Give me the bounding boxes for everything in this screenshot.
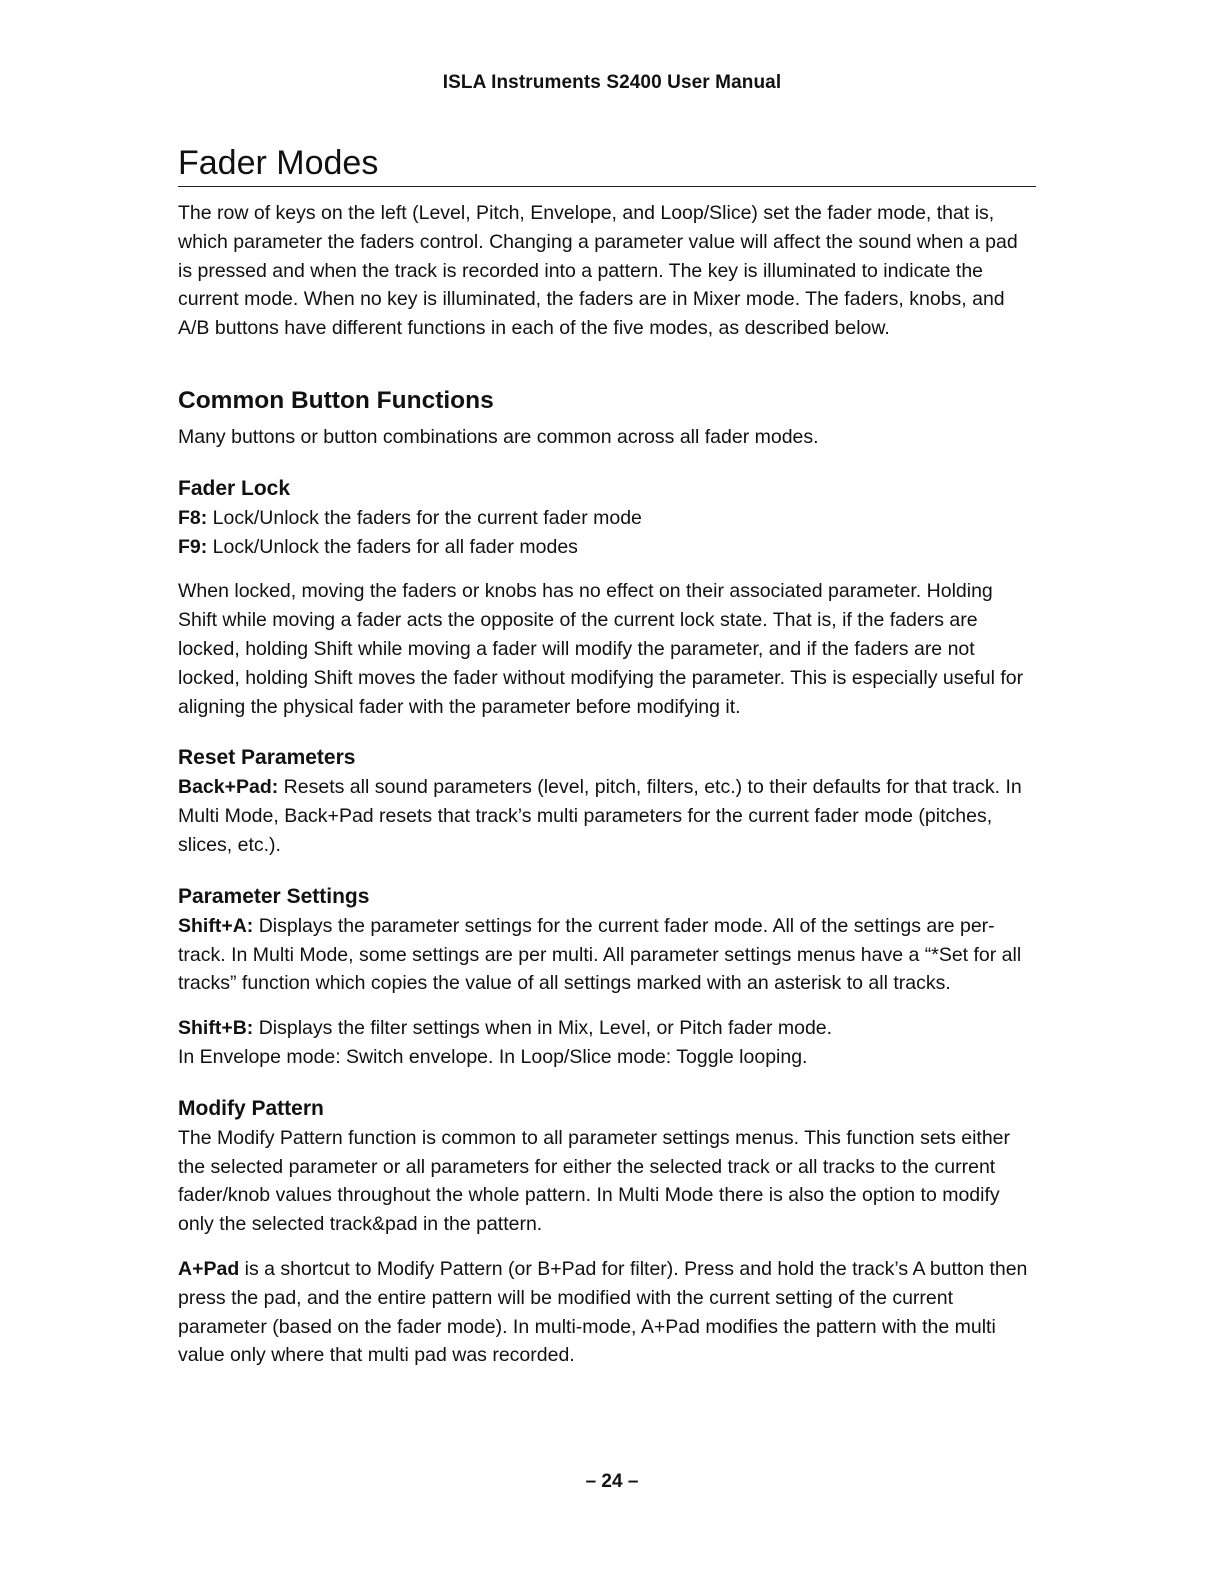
fader-lock-body: When locked, moving the faders or knobs has no effect on their associated parameter. Holding Shift while moving a fader acts the opposite of the current lock state. That is, if the faders are locked, holding Shift while moving a fader will modify the parameter, and if the faders are not locked, holding Shift moves the fader without modifying the parameter. This is especially useful for aligning the physical fader with the parameter before modifying it. <box>178 580 1024 718</box>
f9-text: Lock/Unlock the faders for all fader modes <box>207 535 578 558</box>
parameter-settings-heading: Parameter Settings <box>178 884 370 908</box>
back-pad-key: Back+Pad: <box>178 776 279 799</box>
common-functions-heading: Common Button Functions <box>178 386 494 414</box>
reset-parameters-body <box>178 773 1036 859</box>
f8-text: Lock/Unlock the faders for the current fader mode <box>207 506 642 529</box>
intro-paragraph: The row of keys on the left (Level, Pitch, Envelope, and Loop/Slice) set the fader mode, that is, which parameter the faders control. Changing a parameter value will affect the sound when a pad is pressed and when the track is recorded into a pattern. The key is illuminated to indicate the current mode. When no key is illuminated, the faders are in Mixer mode. The faders, knobs, and A/B buttons have different functions in each of the five modes, as described below. <box>178 202 1018 340</box>
page-content <box>178 142 1036 1370</box>
reset-parameters-heading: Reset Parameters <box>178 746 356 770</box>
f9-line <box>178 533 1036 562</box>
f8-key: F8: <box>178 506 208 529</box>
shift-a-text: Displays the parameter settings for the current fader mode. All of the settings are per-track. In Multi Mode, some settings are per multi. All parameter settings menus have a “*Set for all tracks” function which copies the value of all settings marked with an asterisk to all tracks. <box>178 914 1022 995</box>
shift-b-paragraph <box>178 1014 1036 1043</box>
shift-a-key: Shift+A: <box>178 914 254 937</box>
shift-b-line2: In Envelope mode: Switch envelope. In Loop/Slice mode: Toggle looping. <box>178 1045 808 1068</box>
shift-a-paragraph <box>178 912 1036 998</box>
page-header: ISLA Instruments S2400 User Manual <box>442 72 782 93</box>
fader-lock-heading: Fader Lock <box>178 476 291 500</box>
shift-b-text: Displays the filter settings when in Mix, Level, or Pitch fader mode. <box>253 1017 833 1040</box>
a-pad-text: is a shortcut to Modify Pattern (or B+Pad for filter). Press and hold the track’s A button then press the pad, and the entire pattern will be modified with the current setting of the current parameter (based on the fader mode). In multi-mode, A+Pad modifies the pattern with the multi value only where that multi pad was recorded. <box>178 1257 1028 1367</box>
shift-b-key: Shift+B: <box>178 1017 254 1040</box>
f8-line <box>178 504 1036 533</box>
a-pad-key: A+Pad <box>178 1257 240 1280</box>
modify-pattern-heading: Modify Pattern <box>178 1096 324 1120</box>
modify-pattern-body: The Modify Pattern function is common to all parameter settings menus. This function sets either the selected parameter or all parameters for either the selected track or all tracks to the current fader/knob values throughout the whole pattern. In Multi Mode there is also the option to modify only the selected track&pad in the pattern. <box>178 1126 1011 1236</box>
reset-parameters-text: Resets all sound parameters (level, pitch, filters, etc.) to their defaults for that track. In Multi Mode, Back+Pad resets that track’s multi parameters for the current fader mode (pitches, slices, etc.). <box>178 776 1022 856</box>
common-functions-text: Many buttons or button combinations are common across all fader modes. <box>178 425 819 448</box>
section-title: Fader Modes <box>178 142 1036 187</box>
page-number: – 24 – <box>585 1471 639 1492</box>
f9-key: F9: <box>178 535 208 558</box>
a-pad-paragraph <box>178 1255 1036 1370</box>
